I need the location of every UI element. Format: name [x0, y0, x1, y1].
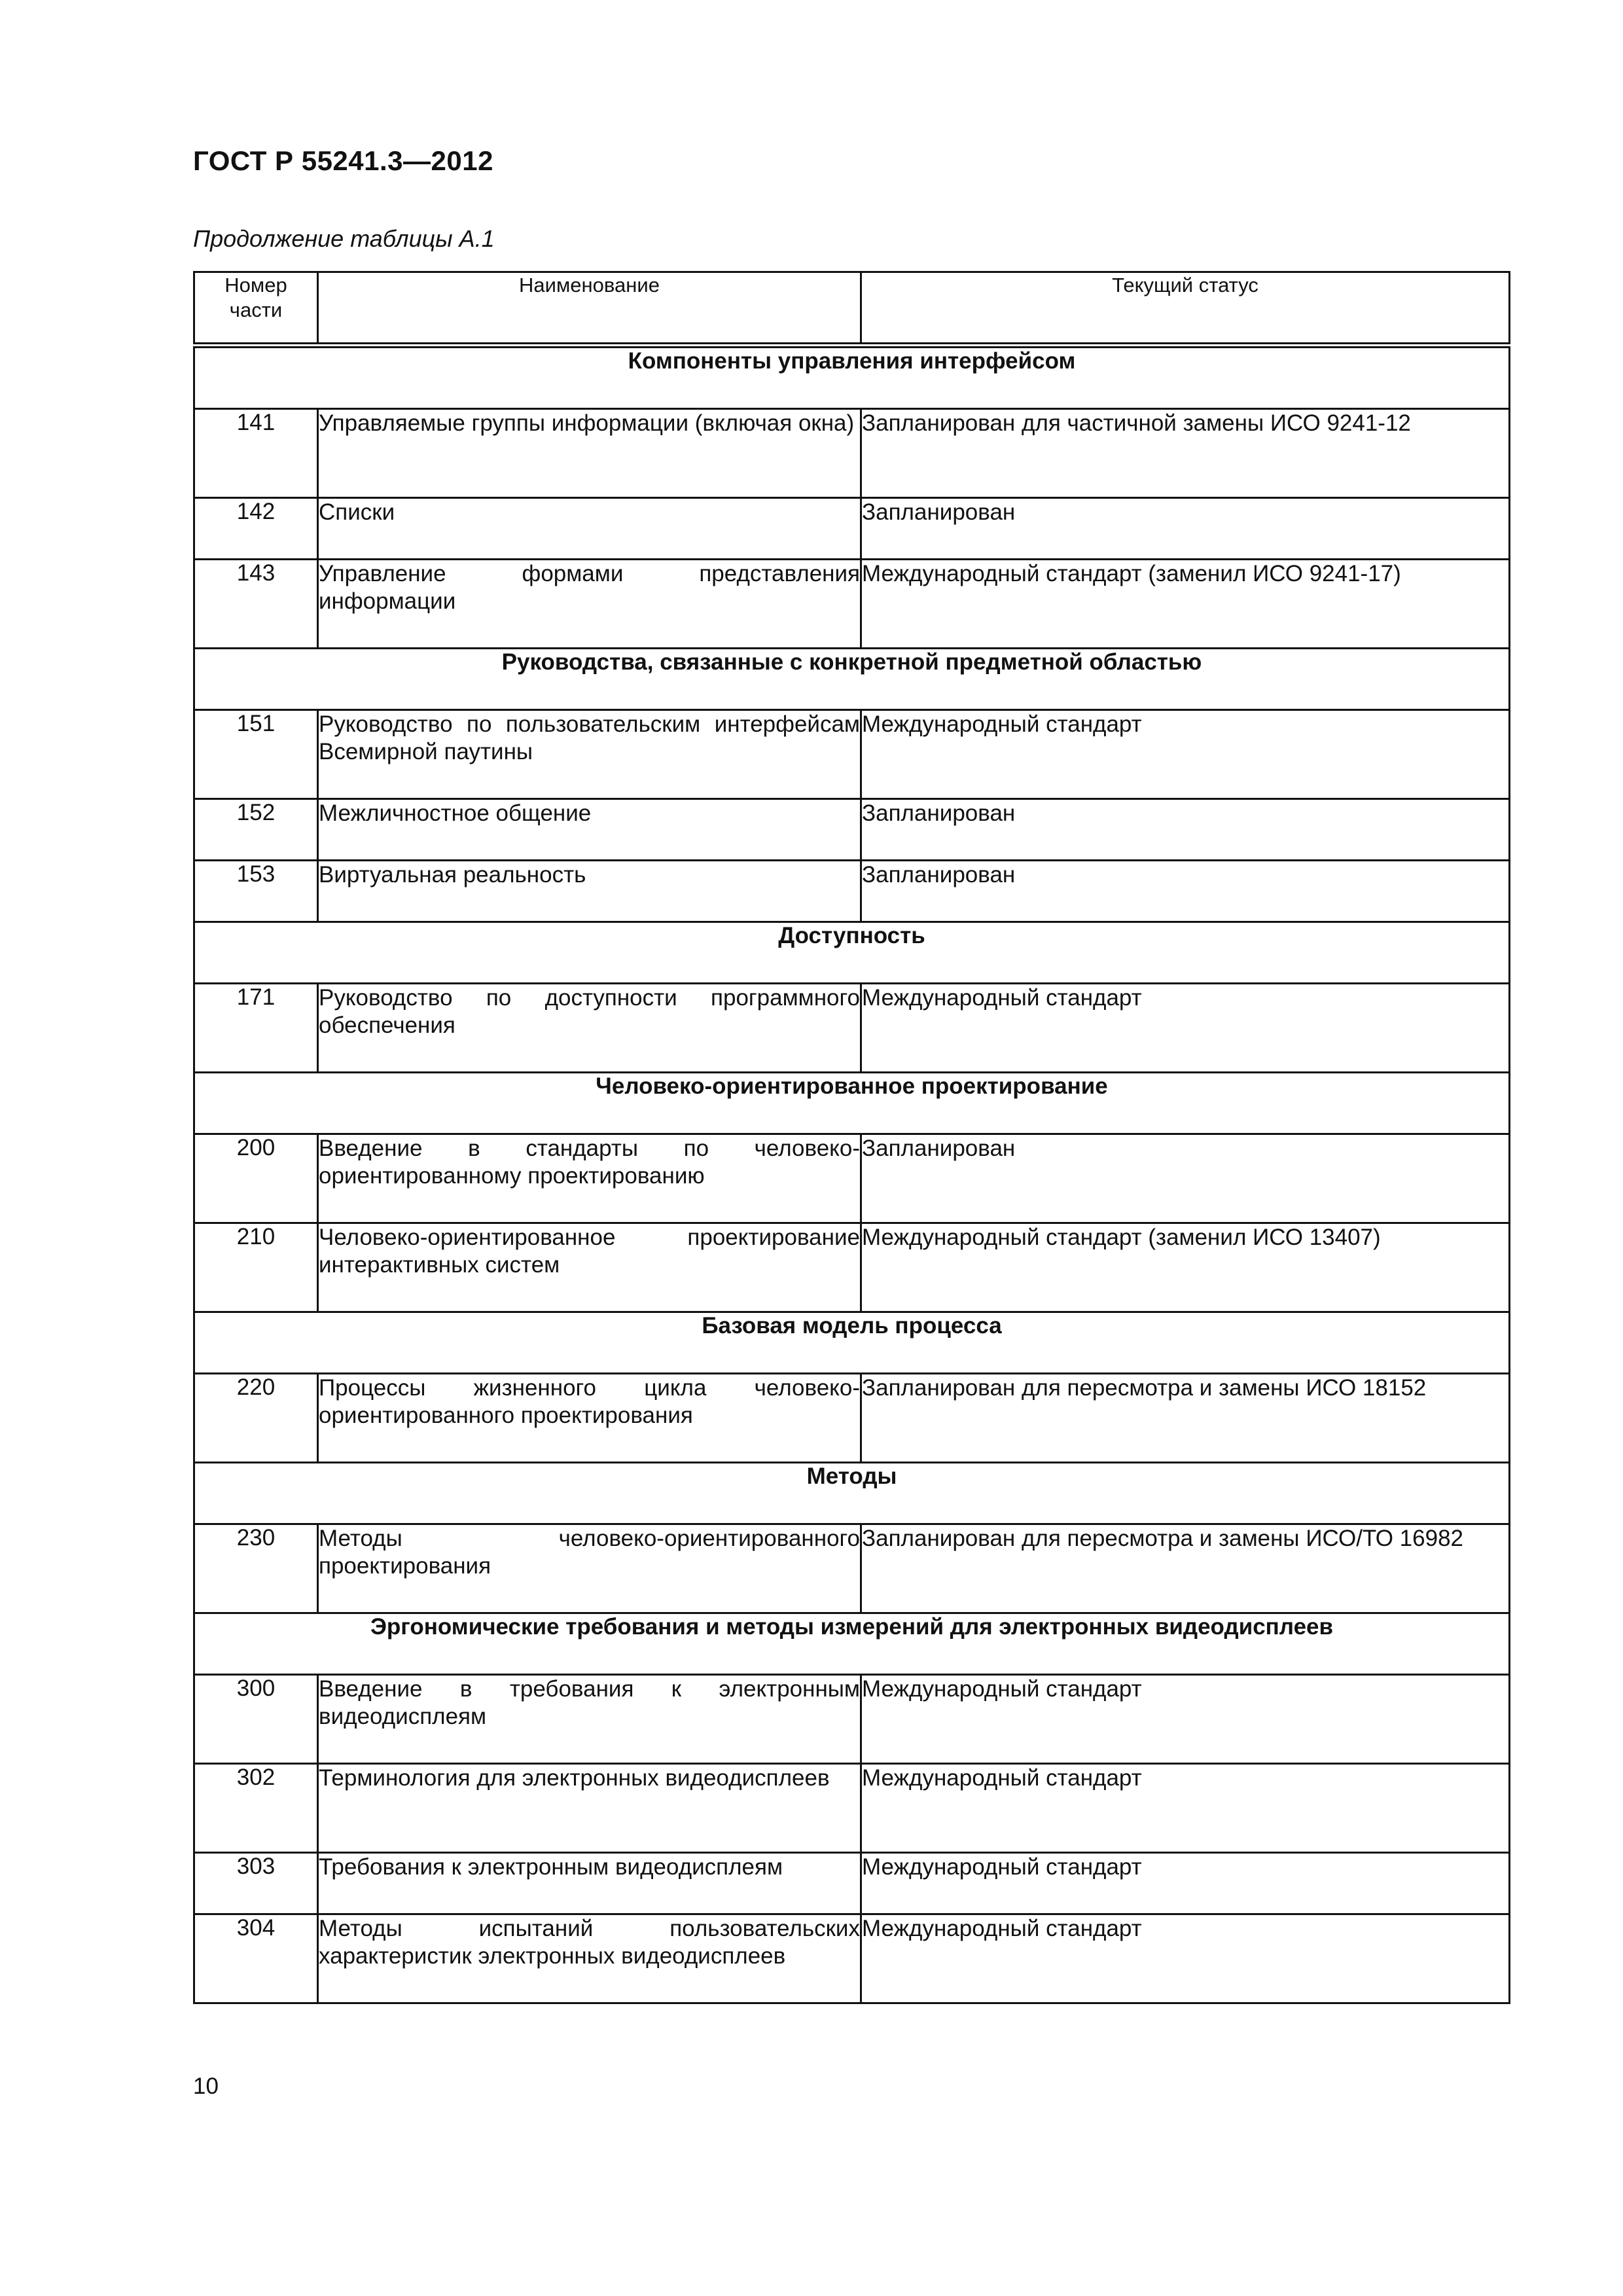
table-row [194, 799, 1510, 861]
part-status: Запланирован для частичной замены ИСО 9241-12 [861, 409, 1510, 498]
standards-table [193, 271, 1510, 2004]
part-name: Введение в стандарты по человеко-ориентированному проектированию [318, 1134, 861, 1223]
part-name: Межличностное общение [318, 799, 861, 861]
part-name: Введение в требования к электронным видеодисплеям [318, 1675, 861, 1764]
section-title: Руководства, связанные с конкретной предметной областью [194, 649, 1510, 710]
part-status: Запланирован [861, 861, 1510, 922]
table-row [194, 710, 1510, 799]
part-status: Международный стандарт (заменил ИСО 13407) [861, 1223, 1510, 1312]
table-row [194, 1764, 1510, 1853]
table-row [194, 984, 1510, 1073]
table-row [194, 861, 1510, 922]
part-status: Международный стандарт [861, 710, 1510, 799]
part-number: 151 [194, 710, 318, 799]
part-number: 210 [194, 1223, 318, 1312]
part-status: Запланирован для пересмотра и замены ИСО 18152 [861, 1374, 1510, 1463]
column-header-name: Наименование [318, 272, 861, 346]
section-row [194, 1463, 1510, 1524]
column-header-number: Номер части [194, 272, 318, 346]
part-name: Процессы жизненного цикла человеко-ориентированного проектирования [318, 1374, 861, 1463]
part-status: Запланирован [861, 799, 1510, 861]
part-number: 220 [194, 1374, 318, 1463]
table-row [194, 1134, 1510, 1223]
part-number: 300 [194, 1675, 318, 1764]
part-number: 200 [194, 1134, 318, 1223]
part-status: Международный стандарт [861, 1675, 1510, 1764]
section-row [194, 922, 1510, 984]
table-row [194, 498, 1510, 560]
part-number: 171 [194, 984, 318, 1073]
part-status: Запланирован [861, 498, 1510, 560]
table-row [194, 1374, 1510, 1463]
table-row [194, 1524, 1510, 1613]
part-number: 142 [194, 498, 318, 560]
table-row [194, 1675, 1510, 1764]
part-number: 303 [194, 1853, 318, 1914]
section-title: Базовая модель процесса [194, 1312, 1510, 1374]
table-row [194, 560, 1510, 649]
part-number: 304 [194, 1914, 318, 2003]
page-number: 10 [193, 2073, 219, 2099]
part-number: 230 [194, 1524, 318, 1613]
part-status: Международный стандарт [861, 1914, 1510, 2003]
part-name: Требования к электронным видеодисплеям [318, 1853, 861, 1914]
part-number: 141 [194, 409, 318, 498]
section-row [194, 1312, 1510, 1374]
section-title: Компоненты управления интерфейсом [194, 346, 1510, 409]
table-row [194, 1223, 1510, 1312]
part-number: 152 [194, 799, 318, 861]
part-name: Методы человеко-ориентированного проектирования [318, 1524, 861, 1613]
section-row [194, 346, 1510, 409]
column-header-status: Текущий статус [861, 272, 1510, 346]
part-name: Методы испытаний пользовательских характеристик электронных видеодисплеев [318, 1914, 861, 2003]
part-status: Международный стандарт [861, 1764, 1510, 1853]
part-number: 143 [194, 560, 318, 649]
part-name: Терминология для электронных видеодисплеев [318, 1764, 861, 1853]
section-title: Методы [194, 1463, 1510, 1524]
document-header: ГОСТ Р 55241.3—2012 [193, 145, 493, 176]
table-row [194, 1853, 1510, 1914]
section-title: Человеко-ориентированное проектирование [194, 1073, 1510, 1134]
part-name: Управляемые группы информации (включая окна) [318, 409, 861, 498]
part-status: Международный стандарт [861, 1853, 1510, 1914]
table-row [194, 409, 1510, 498]
section-row [194, 1613, 1510, 1675]
part-name: Списки [318, 498, 861, 560]
section-title: Доступность [194, 922, 1510, 984]
part-name: Виртуальная реальность [318, 861, 861, 922]
section-row [194, 649, 1510, 710]
part-status: Международный стандарт [861, 984, 1510, 1073]
part-status: Запланирован для пересмотра и замены ИСО/ТО 16982 [861, 1524, 1510, 1613]
part-status: Запланирован [861, 1134, 1510, 1223]
part-name: Руководство по пользовательским интерфейсам Всемирной паутины [318, 710, 861, 799]
table-header-row [194, 272, 1510, 346]
part-name: Руководство по доступности программного обеспечения [318, 984, 861, 1073]
table-row [194, 1914, 1510, 2003]
part-number: 153 [194, 861, 318, 922]
part-number: 302 [194, 1764, 318, 1853]
section-row [194, 1073, 1510, 1134]
part-name: Управление формами представления информации [318, 560, 861, 649]
table-caption: Продолжение таблицы А.1 [193, 225, 495, 252]
part-name: Человеко-ориентированное проектирование интерактивных систем [318, 1223, 861, 1312]
part-status: Международный стандарт (заменил ИСО 9241-17) [861, 560, 1510, 649]
section-title: Эргономические требования и методы измерений для электронных видеодисплеев [194, 1613, 1510, 1675]
